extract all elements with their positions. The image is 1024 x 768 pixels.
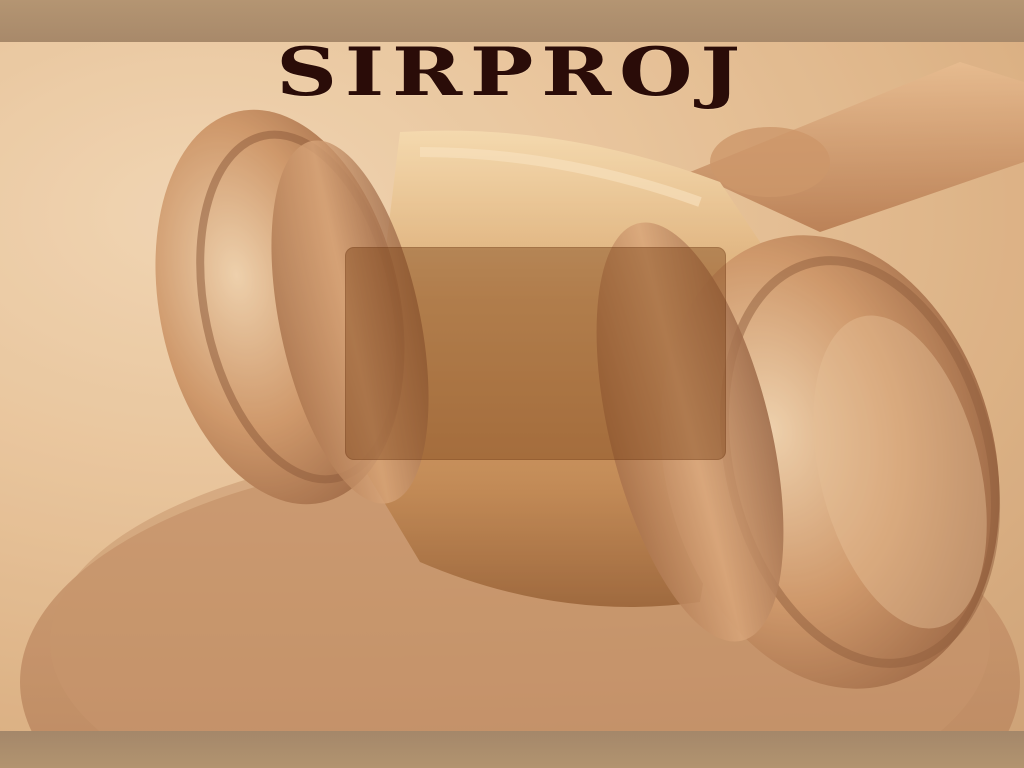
- bottom-frame-bar: [0, 731, 1024, 768]
- content-panel: [345, 247, 726, 460]
- app-title: SIRPROJ: [276, 33, 748, 111]
